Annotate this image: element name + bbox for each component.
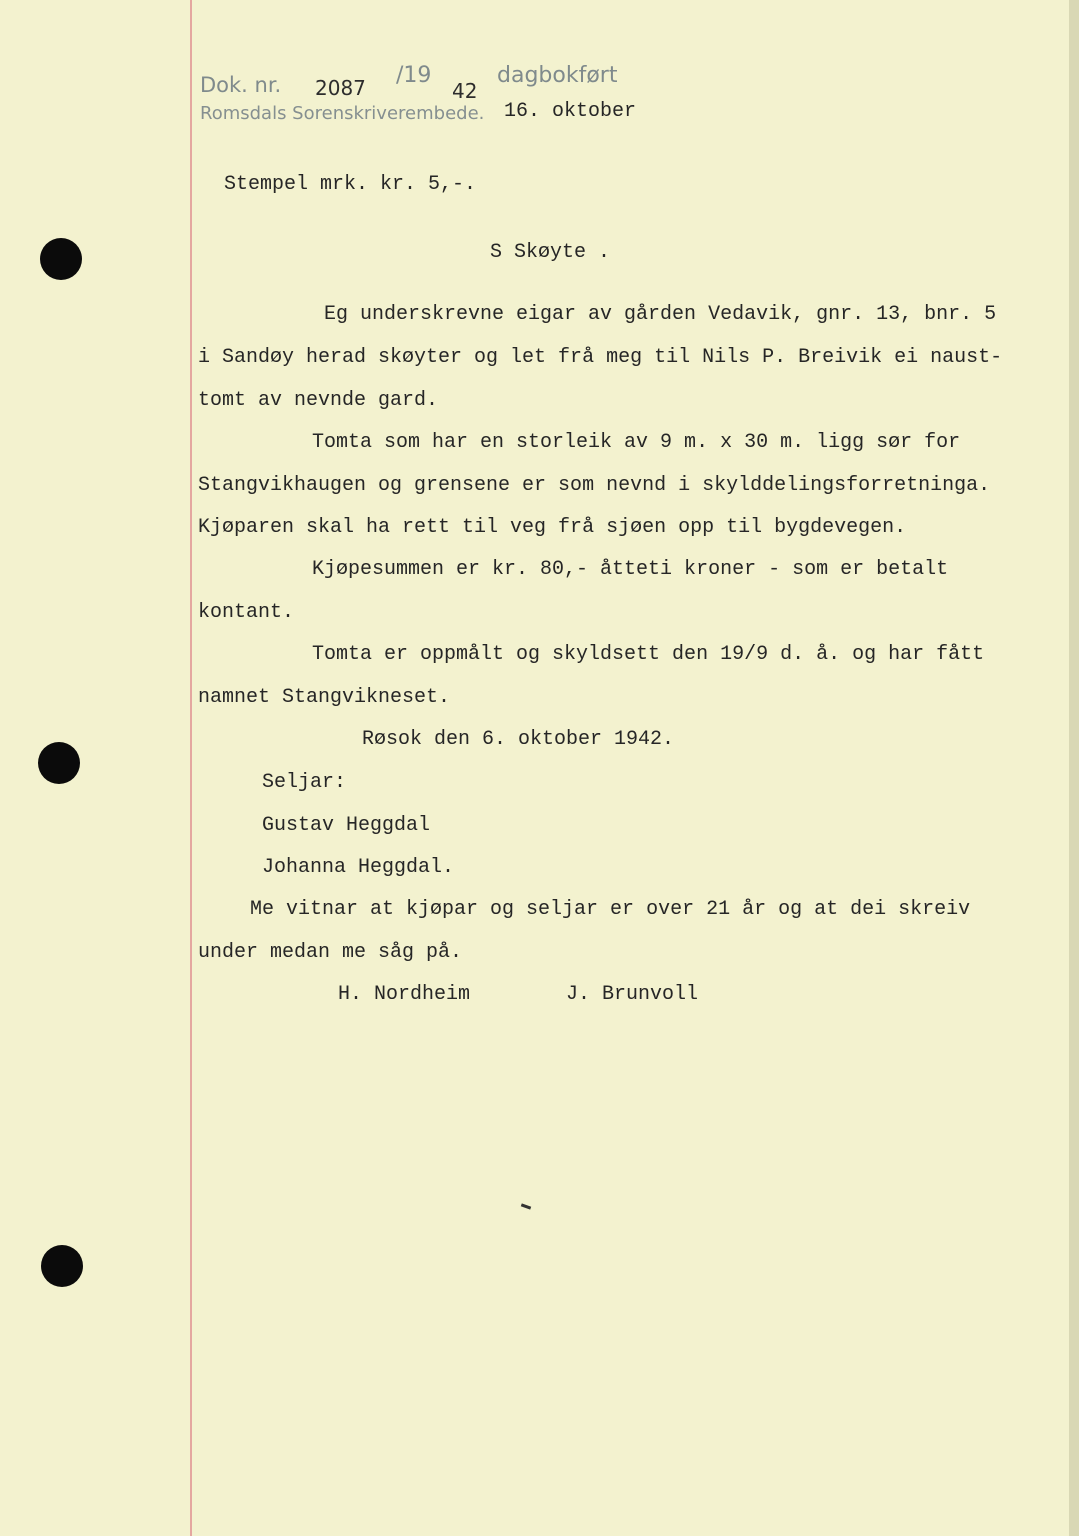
registration-date: 16. oktober bbox=[504, 100, 637, 123]
punch-hole bbox=[41, 1245, 83, 1287]
punch-hole bbox=[38, 742, 80, 784]
text-line: kontant. bbox=[198, 601, 295, 624]
text-line: tomt av nevnde gard. bbox=[198, 389, 439, 412]
text-line: Eg underskrevne eigar av gården Vedavik, gnr. 13, bnr. 5 bbox=[324, 303, 997, 326]
margin-line bbox=[190, 0, 192, 1536]
dok-label: Dok. nr. bbox=[200, 73, 282, 97]
page-edge bbox=[1069, 0, 1079, 1536]
text-line: Stangvikhaugen og grensene er som nevnd i skylddelingsforretninga. bbox=[198, 474, 991, 497]
text-line: Kjøparen skal ha rett til veg frå sjøen opp til bygdevegen. bbox=[198, 516, 907, 539]
year-suffix: 42 bbox=[452, 79, 478, 103]
text-line: Tomta er oppmålt og skyldsett den 19/9 d. å. og har fått bbox=[312, 643, 985, 666]
pen-mark bbox=[521, 1203, 531, 1209]
text-line: Me vitnar at kjøpar og seljar er over 21 år og at dei skreiv bbox=[250, 898, 971, 921]
witness-name: H. Nordheim bbox=[338, 983, 471, 1006]
seller-name: Gustav Heggdal bbox=[262, 814, 431, 837]
text-line: namnet Stangvikneset. bbox=[198, 686, 451, 709]
text-line: under medan me såg på. bbox=[198, 941, 463, 964]
stamp-fee-line: Stempel mrk. kr. 5,-. bbox=[224, 173, 477, 196]
place-date: Røsok den 6. oktober 1942. bbox=[362, 728, 675, 751]
office-stamp: Romsdals Sorenskriverembede. bbox=[200, 103, 485, 124]
dagbokfort-label: dagbokført bbox=[497, 63, 618, 88]
dok-number: 2087 bbox=[315, 76, 366, 100]
document-title: S Skøyte . bbox=[490, 241, 611, 264]
seller-label: Seljar: bbox=[262, 771, 347, 794]
seller-name: Johanna Heggdal. bbox=[262, 856, 455, 879]
text-line: Tomta som har en storleik av 9 m. x 30 m. ligg sør for bbox=[312, 431, 961, 454]
witness-name: J. Brunvoll bbox=[566, 983, 699, 1006]
slash-19: /19 bbox=[396, 63, 432, 88]
punch-hole bbox=[40, 238, 82, 280]
text-line: Kjøpesummen er kr. 80,- åtteti kroner - som er betalt bbox=[312, 558, 949, 581]
text-line: i Sandøy herad skøyter og let frå meg til Nils P. Breivik ei naust- bbox=[198, 346, 1003, 369]
